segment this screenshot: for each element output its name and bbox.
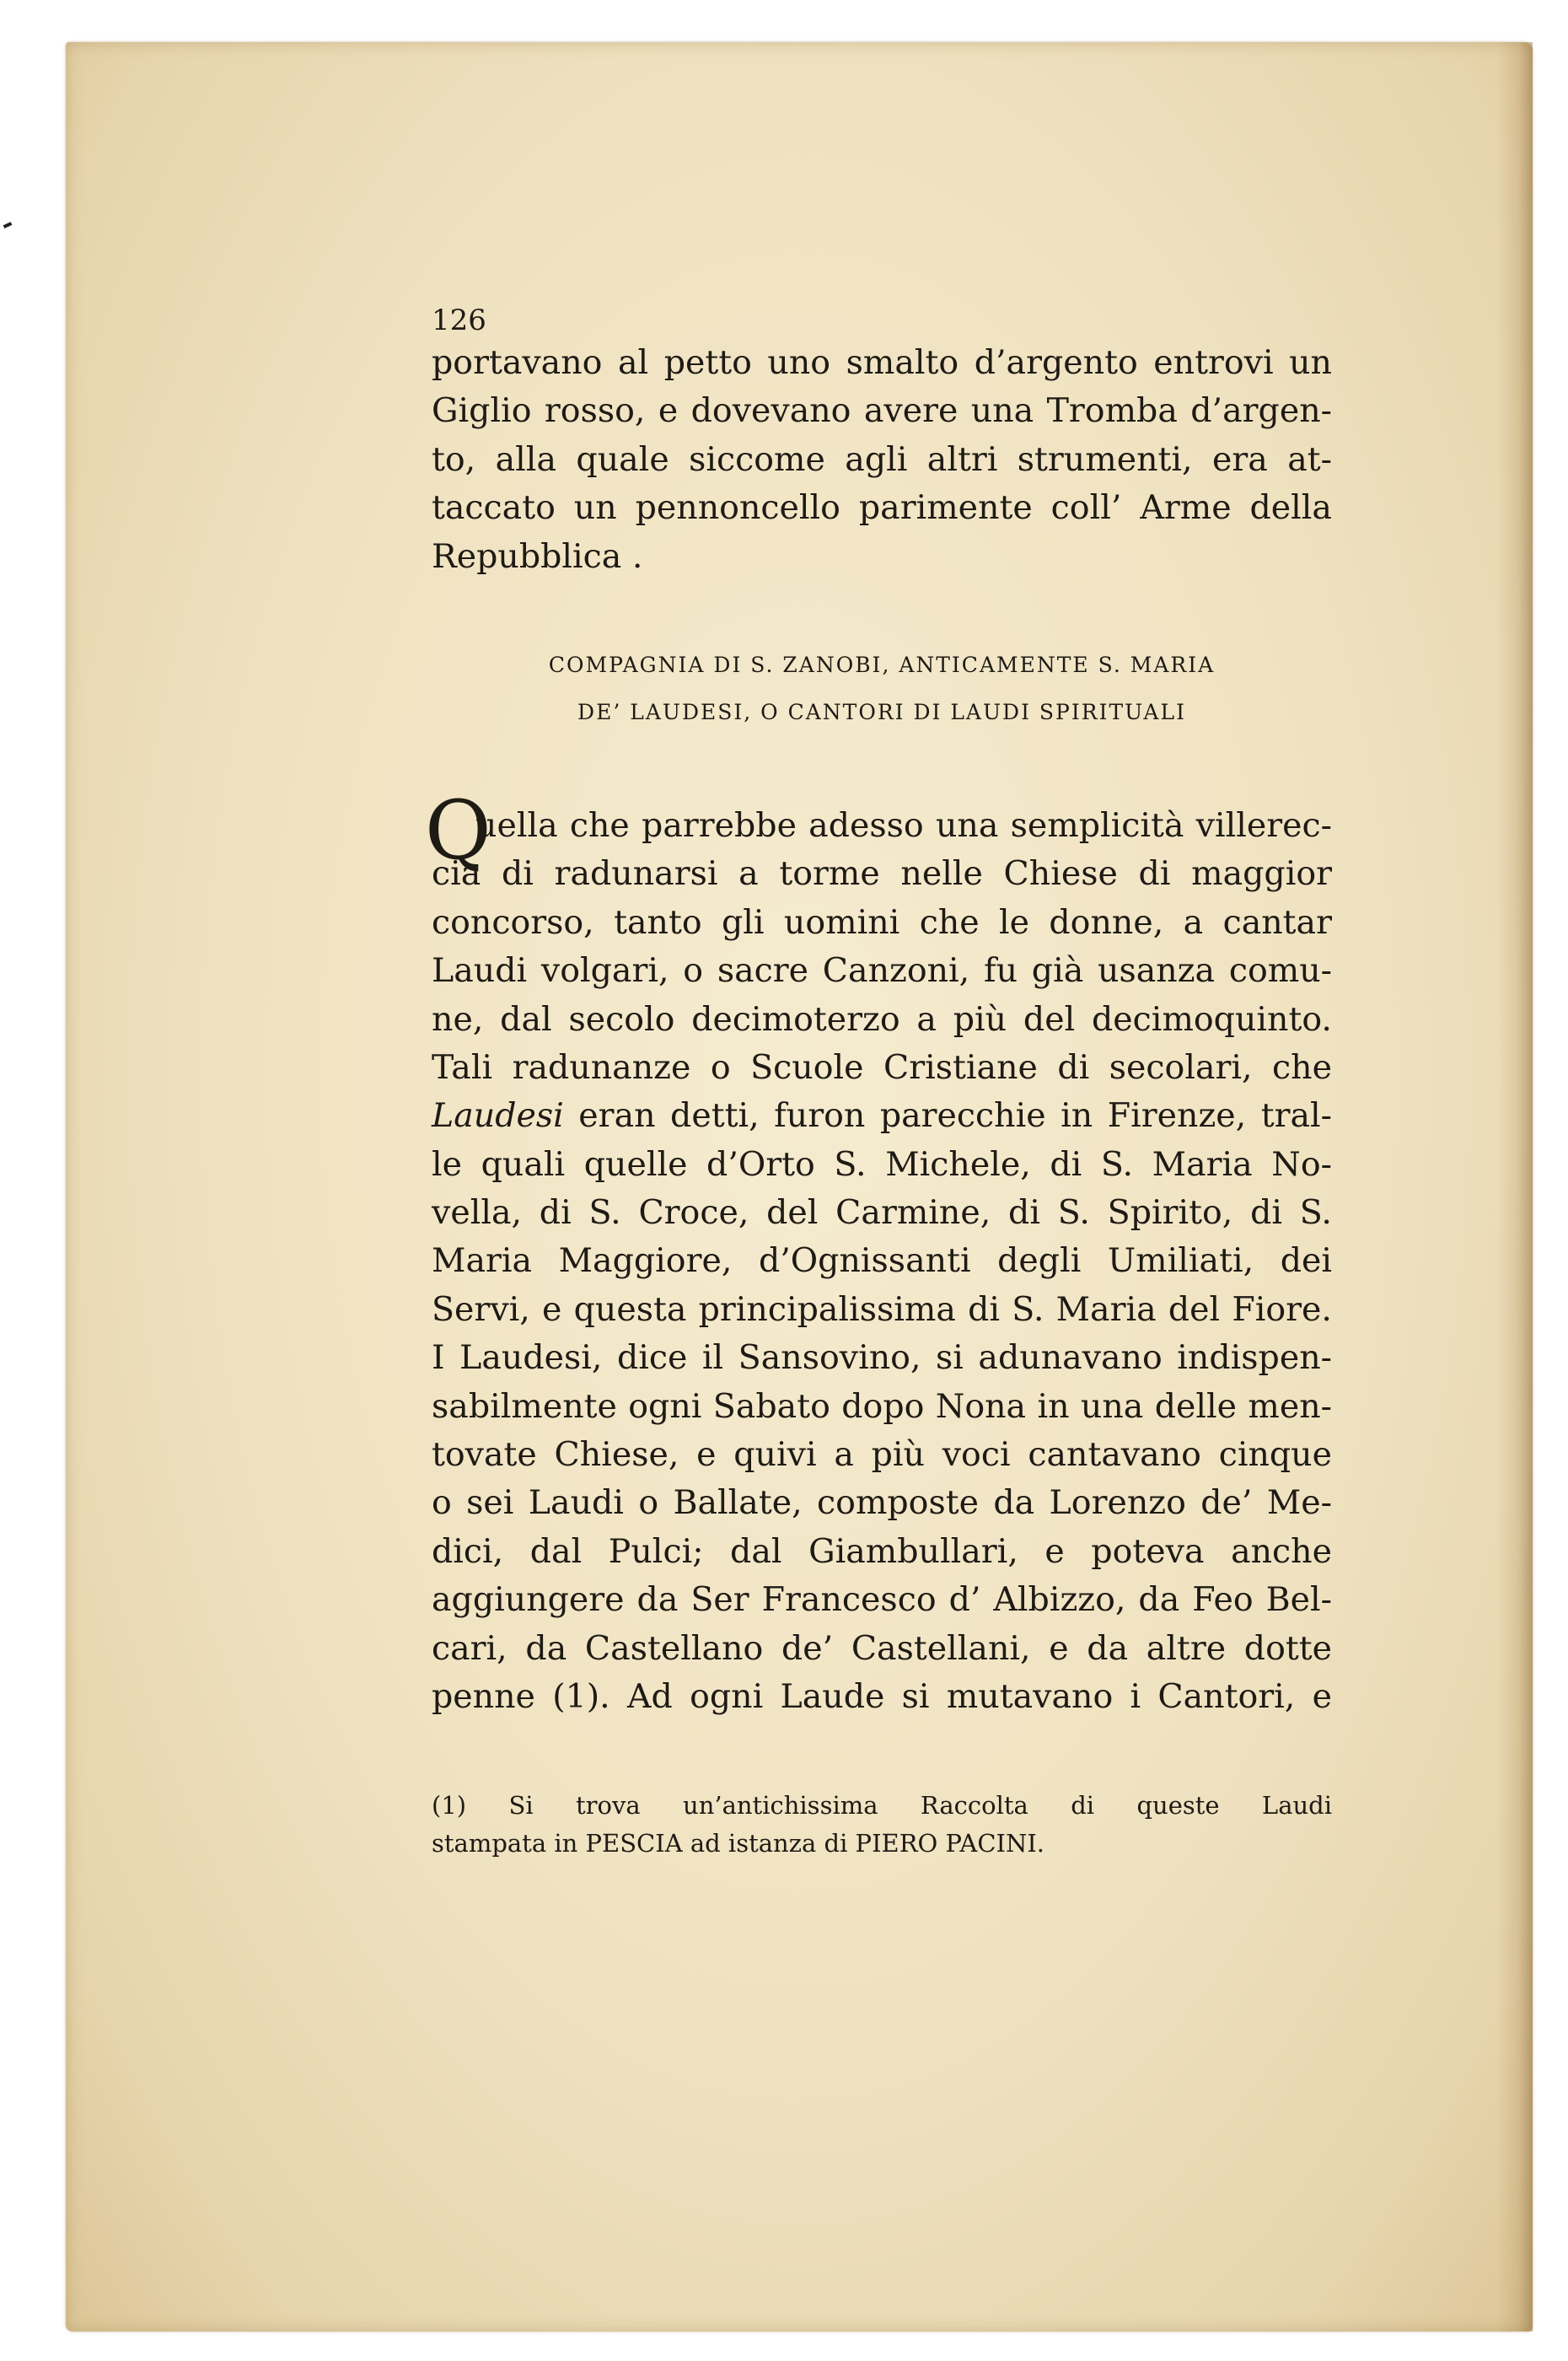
margin-ink-mark [3, 222, 13, 229]
text-line: dici, dal Pulci; dal Giambullari, e poteva anche [432, 1531, 1332, 1571]
main-paragraph [425, 783, 1332, 1721]
text-line: aggiungere da Ser Francesco d’ Albizzo, da Feo Bel- [432, 1580, 1332, 1620]
heading-line: COMPAGNIA DI S. ZANOBI, ANTICAMENTE S. MARIA [548, 652, 1216, 677]
text-line: o sei Laudi o Ballate, composte da Lorenzo de’ Me- [432, 1483, 1332, 1523]
text-line: Maria Maggiore, d’Ognissanti degli Umiliati, dei [432, 1241, 1332, 1281]
footnote-gap [432, 1721, 1332, 1787]
text-line: concorso, tanto gli uomini che le donne, a cantar [432, 902, 1332, 942]
text-line: cia di radunarsi a torme nelle Chiese di maggior [432, 854, 1332, 894]
text-line: portavano al petto uno smalto d’argento entrovi un [432, 343, 1332, 382]
text-line: cari, da Castellano de’ Castellani, e da altre dotte [432, 1628, 1332, 1668]
text-line: penne (1). Ad ogni Laude si mutavano i Cantori, e [432, 1676, 1332, 1716]
text-line: sabilmente ogni Sabato dopo Nona in una delle men- [432, 1386, 1332, 1426]
text-line: ne, dal secolo decimoterzo a più del decimoquinto. [432, 999, 1332, 1039]
italic-line [432, 1092, 1332, 1140]
text-line: le quali quelle d’Orto S. Michele, di S. Maria No- [432, 1144, 1332, 1184]
italic-word: Laudesi [432, 1096, 564, 1136]
top-paragraph [432, 339, 1332, 581]
text-line: I Laudesi, dice il Sansovino, si adunavano indispen- [432, 1338, 1332, 1378]
text-line: Giglio rosso, e dovevano avere una Tromba d’argen- [432, 391, 1332, 431]
italic-line-rest: eran detti, furon parecchie in Firenze, tral- [563, 1096, 1332, 1136]
drop-cap: Q [425, 783, 491, 878]
footnote [432, 1787, 1332, 1863]
first-line-text: uella che parrebbe adesso una semplicità villerec- [475, 805, 1332, 845]
text-line: Laudi volgari, o sacre Canzoni, fu già usanza comu- [432, 951, 1332, 991]
text-line: tovate Chiese, e quivi a più voci cantavano cinque [432, 1435, 1332, 1475]
text-line: vella, di S. Croce, del Carmine, di S. Spirito, di S. [432, 1193, 1332, 1233]
footnote-line: stampata in PESCIA ad istanza di PIERO PACINI. [432, 1829, 1045, 1858]
page-text-block [425, 304, 1332, 1863]
text-line: Servi, e questa principalissima di S. Maria del Fiore. [432, 1289, 1332, 1329]
text-line: taccato un pennoncello parimente coll’ Arme della [432, 488, 1332, 528]
footnote-line: (1) Si trova un’antichissima Raccolta di queste Laudi [432, 1791, 1332, 1820]
heading-line: DE’ LAUDESI, O CANTORI DI LAUDI SPIRITUALI [577, 699, 1186, 724]
page-number: 126 [432, 304, 486, 337]
text-line: Repubblica . [432, 536, 643, 576]
text-line: Tali radunanze o Scuole Cristiane di secolari, che [432, 1047, 1332, 1087]
section-heading [432, 642, 1332, 736]
text-line: to, alla quale siccome agli altri strumenti, era at- [432, 439, 1332, 479]
